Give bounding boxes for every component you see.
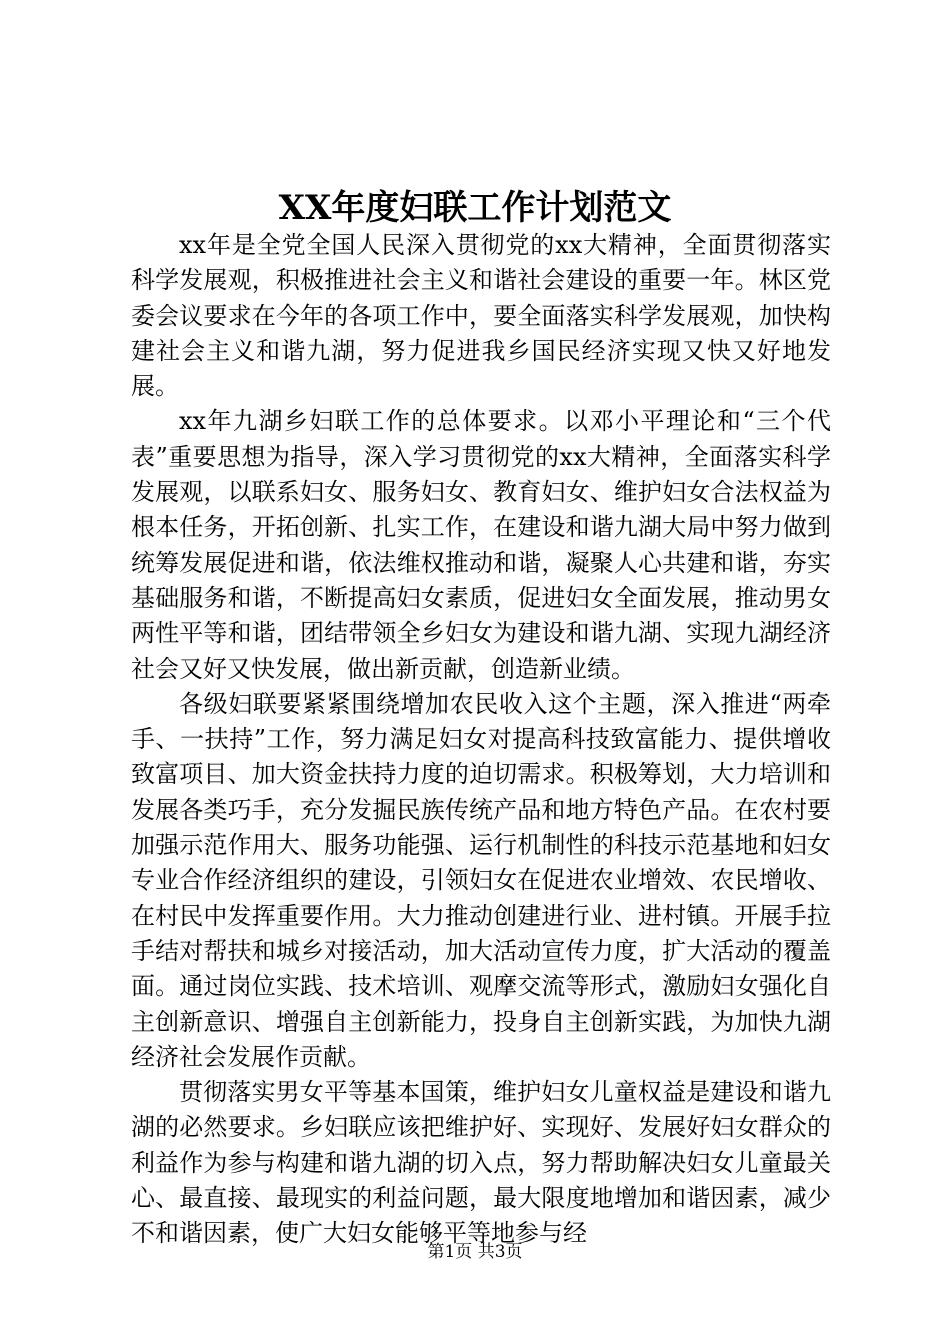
paragraph: xx年是全党全国人民深入贯彻党的xx大精神，全面贯彻落实科学发展观，积极推进社会主义和谐社会建设的重要一年。林区党委会议要求在今年的各项工作中，要全面落实科学发展观，加快构建社会主义和谐九湖，努力促进我乡国民经济实现又快又好地发展。 xyxy=(131,231,831,401)
paragraph: 各级妇联要紧紧围绕增加农民收入这个主题，深入推进“两牵手、一扶持”工作，努力满足妇女对提高科技致富能力、提供增收致富项目、加大资金扶持力度的迫切需求。积极筹划，大力培训和发展各类巧手，充分发掘民族传统产品和地方特色产品。在农村要加强示范作用大、服务功能强、运行机制性的科技示范基地和妇女专业合作经济组织的建设，引领妇女在促进农业增效、农民增收、在村民中发挥重要作用。大力推动创建进行业、进村镇。开展手拉手结对帮扶和城乡对接活动，加大活动宣传力度，扩大活动的覆盖面。通过岗位实践、技术培训、观摩交流等形式，激励妇女强化自主创新意识、增强自主创新能力，投身自主创新实践，为加快九湖经济社会发展作贡献。 xyxy=(131,689,831,1071)
document-title: XX年度妇联工作计划范文 xyxy=(278,188,672,228)
document-body xyxy=(131,228,831,1252)
paragraph: xx年九湖乡妇联工作的总体要求。以邓小平理论和“三个代表”重要思想为指导，深入学习贯彻党的xx大精神，全面落实科学发展观，以联系妇女、服务妇女、教育妇女、维护妇女合法权益为根本任务，开拓创新、扎实工作，在建设和谐九湖大局中努力做到统筹发展促进和谐，依法维权推动和谐，凝聚人心共建和谐，夯实基础服务和谐，不断提高妇女素质，促进妇女全面发展，推动男女两性平等和谐，团结带领全乡妇女为建设和谐九湖、实现九湖经济社会又好又快发展，做出新贡献，创造新业绩。 xyxy=(131,407,831,683)
page-number-footer: 第1页 共3页 xyxy=(427,1242,523,1262)
paragraph: 贯彻落实男女平等基本国策，维护妇女儿童权益是建设和谐九湖的必然要求。乡妇联应该把维护好、实现好、发展好妇女群众的利益作为参与构建和谐九湖的切入点，努力帮助解决妇女儿童最关心、最直接、最现实的利益问题，最大限度地增加和谐因素，减少不和谐因素，使广大妇女能够平等地参与经 xyxy=(131,1078,831,1248)
